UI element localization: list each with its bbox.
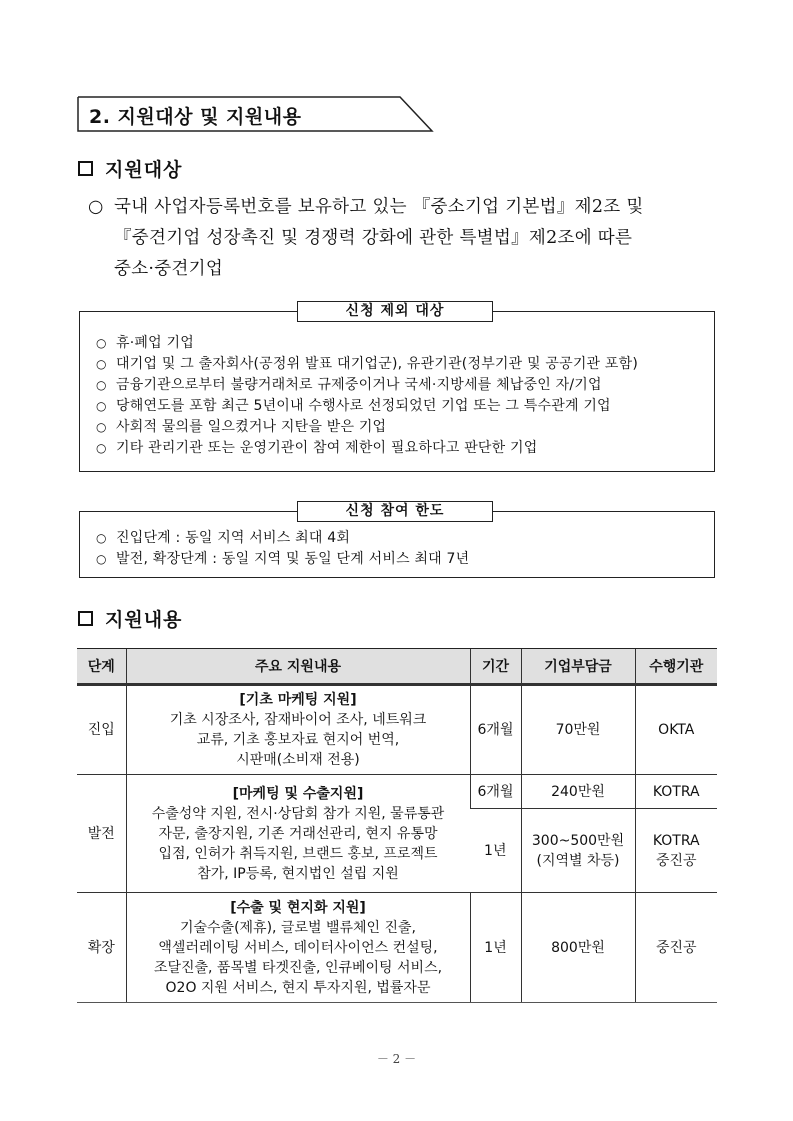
- section-header: [77, 96, 433, 132]
- circle-bullet-icon: ○: [96, 336, 107, 350]
- list-item: ○ 발전, 확장단계 : 동일 지역 및 동일 단계 서비스 최대 7년: [96, 549, 469, 570]
- header-cost: 기업부담금: [521, 649, 635, 685]
- circle-bullet-icon: ○: [96, 399, 107, 413]
- table-header-row: [77, 649, 717, 685]
- period-cell: 6개월: [470, 685, 521, 775]
- stage-cell: 진입: [77, 685, 126, 775]
- circle-bullet-icon: ○: [96, 552, 107, 566]
- period-cell: 1년: [470, 809, 521, 893]
- content-cell: [마케팅 및 수출지원] 수출성약 지원, 전시·상담회 참가 지원, 물류통관 자문, 출장지원, 기존 거래선관리, 현지 유통망 입점, 인허가 취득지원, 브랜드 홍보, 프로젝트 참가, IP등록, 현지법인 설립 지원: [126, 775, 470, 893]
- checkbox-square-icon: [78, 161, 93, 176]
- support-table: [77, 648, 717, 1003]
- content-cell: [기초 마케팅 지원] 기초 시장조사, 잠재바이어 조사, 네트워크 교류, 기초 홍보자료 현지어 번역, 시판매(소비재 전용): [126, 685, 470, 775]
- content-heading-text: 지원내용: [105, 609, 183, 631]
- target-paragraph: [88, 192, 728, 285]
- table-row: [77, 775, 717, 809]
- agency-cell: KOTRA 중진공: [635, 809, 717, 893]
- table-row: [77, 893, 717, 1003]
- exclusion-list: [96, 333, 638, 459]
- page-number: － 2 －: [376, 1052, 417, 1066]
- cost-cell: 240만원: [521, 775, 635, 809]
- target-heading: [78, 155, 182, 182]
- list-item: ○ 휴·폐업 기업: [96, 333, 638, 354]
- list-item: ○ 진입단계 : 동일 지역 서비스 최대 4회: [96, 528, 469, 549]
- agency-cell: KOTRA: [635, 775, 717, 809]
- content-heading: [78, 605, 182, 632]
- list-item: ○ 금융기관으로부터 불량거래처로 규제중이거나 국세·지방세를 체납중인 자/기업: [96, 375, 638, 396]
- cost-cell: 70만원: [521, 685, 635, 775]
- period-cell: 1년: [470, 893, 521, 1003]
- cost-cell: 800만원: [521, 893, 635, 1003]
- agency-cell: OKTA: [635, 685, 717, 775]
- list-item: ○ 당해연도를 포함 최근 5년이내 수행사로 선정되었던 기업 또는 그 특수관계 기업: [96, 396, 638, 417]
- header-content: 주요 지원내용: [126, 649, 470, 685]
- circle-bullet-icon: ○: [96, 531, 107, 545]
- limit-label: 신청 참여 한도: [297, 501, 493, 522]
- stage-cell: 발전: [77, 775, 126, 893]
- circle-bullet-icon: ○: [96, 420, 107, 434]
- limit-list: [96, 528, 469, 570]
- target-heading-text: 지원대상: [105, 159, 183, 181]
- exclusion-label: 신청 제외 대상: [297, 301, 493, 322]
- table-row: [77, 685, 717, 775]
- header-period: 기간: [470, 649, 521, 685]
- checkbox-square-icon: [78, 611, 93, 626]
- header-stage: 단계: [77, 649, 126, 685]
- list-item: ○ 기타 관리기관 또는 운영기관이 참여 제한이 필요하다고 판단한 기업: [96, 438, 638, 459]
- cost-cell: 300~500만원 (지역별 차등): [521, 809, 635, 893]
- section-title: 2. 지원대상 및 지원내용: [89, 106, 302, 128]
- target-line-2: 『중견기업 성장촉진 및 경쟁력 강화에 관한 특별법』제2조에 따른: [114, 228, 633, 248]
- stage-cell: 확장: [77, 893, 126, 1003]
- header-agency: 수행기관: [635, 649, 717, 685]
- agency-cell: 중진공: [635, 893, 717, 1003]
- content-cell: [수출 및 현지화 지원] 기술수출(제휴), 글로벌 밸류체인 진출, 액셀러레이팅 서비스, 데이터사이언스 컨설팅, 조달진출, 품목별 타겟진출, 인큐베이팅 서비스, O2O 지원 서비스, 현지 투자지원, 법률자문: [126, 893, 470, 1003]
- circle-bullet-icon: ○: [96, 441, 107, 455]
- circle-bullet-icon: ○: [96, 357, 107, 371]
- list-item: ○ 대기업 및 그 출자회사(공정위 발표 대기업군), 유관기관(정부기관 및 공공기관 포함): [96, 354, 638, 375]
- list-item: ○ 사회적 물의를 일으켰거나 지탄을 받은 기업: [96, 417, 638, 438]
- circle-bullet-icon: ○: [96, 378, 107, 392]
- target-line-3: 중소·중견기업: [114, 259, 224, 279]
- period-cell: 6개월: [470, 775, 521, 809]
- target-line-1: ○ 국내 사업자등록번호를 보유하고 있는 『중소기업 기본법』제2조 및: [88, 192, 728, 223]
- circle-bullet-icon: ○: [88, 197, 104, 217]
